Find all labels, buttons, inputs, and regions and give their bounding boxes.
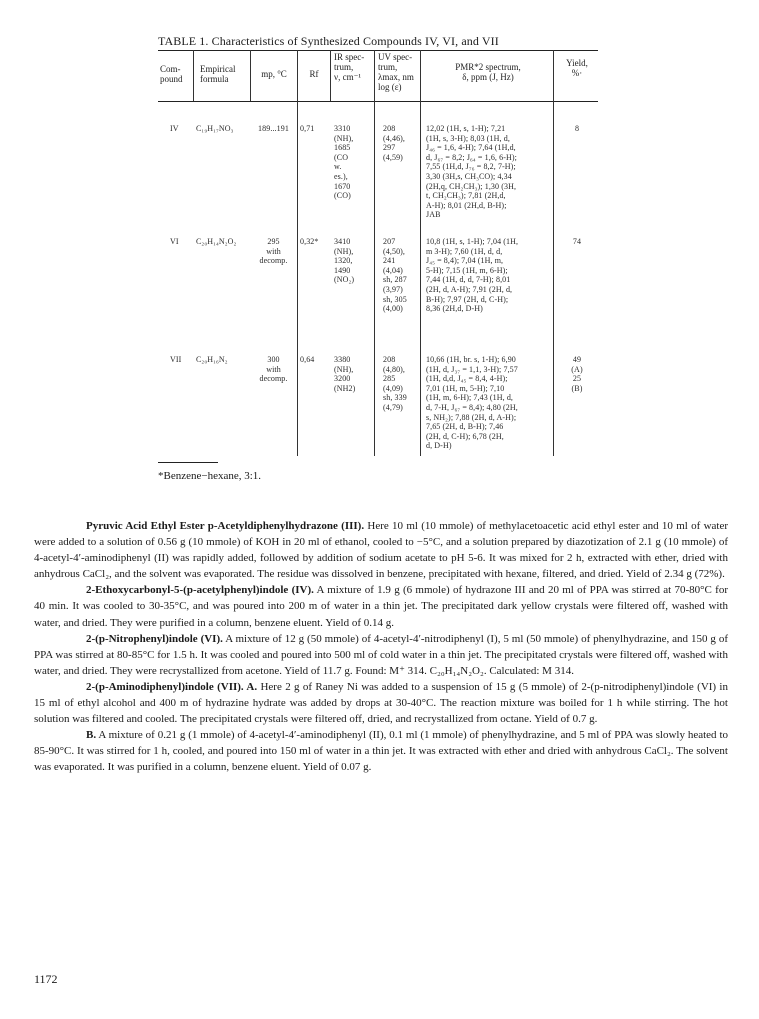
- page-number: 1172: [34, 972, 58, 986]
- table-title: TABLE 1. Characteristics of Synthesized Compounds IV, VI, and VII: [158, 34, 499, 48]
- paragraph: [34, 582, 728, 630]
- cell-ir: 3410 (NH), 1320, 1490 (NO₂): [334, 237, 355, 285]
- cell-compound: IV: [170, 124, 179, 133]
- column-divider: [553, 101, 554, 456]
- header-uv: UV spec- trum, λmax, nm log (ε): [378, 52, 414, 92]
- header-divider: [420, 50, 421, 102]
- cell-uv: 208 (4,46), 297 (4,59): [383, 124, 406, 162]
- paragraph-heading: Pyruvic Acid Ethyl Ester p-Acetyldiphenylhydrazone (III).: [86, 520, 365, 532]
- footnote-rule: [158, 462, 218, 463]
- cell-mp: 300 with decomp.: [259, 355, 288, 384]
- cell-pmr: 10,66 (1H, br. s, 1-H); 6,90 (1H, d, J₃₇ = 1,1, 3-H); 7,57 (1H, d,d, J₄₅ = 8,4, 4-H); 7,01 (1H, m, 5-H); 7,10 (1H, m, 6-H); 7,43 (1H, d, d, 7-H, J₆₇ = 8,4); 4,80 (2H, s, NH₂); 7,88 (2H, d, A-H); 7,65 (2H, d, B-H); 7,46 (2H, d, C-H); 6,78 (2H, d, D-H): [426, 355, 518, 451]
- column-divider: [374, 101, 375, 456]
- experimental-section: [34, 518, 728, 776]
- paragraph-text: A mixture of 1.9 g (6 mmole) of hydrazone III and 20 ml of PPA was stirred at 70-80°C for 40 min. It was cooled to 30-35°C, and was poured into 200 m of water in a thin jet. The precipitated dark yellow crystals were filtered off, washed with water, and dried. They were purified in a column, benzene eluent. Yield of 0.14 g.: [34, 584, 728, 629]
- cell-uv: 207 (4,50), 241 (4,04) sh, 287 (3,97) sh, 305 (4,00): [383, 237, 407, 314]
- header-divider: [553, 50, 554, 102]
- cell-yield: 74: [572, 237, 582, 246]
- header-compound: Com- pound: [160, 64, 183, 84]
- paragraph: [34, 631, 728, 679]
- header-mp: mp, °C: [261, 69, 287, 79]
- cell-uv: 208 (4,80), 285 (4,09) sh, 339 (4,79): [383, 355, 407, 412]
- cell-rf: 0,71: [300, 124, 315, 133]
- paragraph: [34, 727, 728, 775]
- column-divider: [297, 101, 298, 456]
- cell-pmr: 10,8 (1H, s, 1-H); 7,04 (1H, m 3-H); 7,60 (1H, d, d, J₄₅ = 8,4); 7,04 (1H, m, 5-H); 7,15 (1H, m, 6-H); 7,44 (1H, d, d, 7-H); 8,01 (2H, d, A-H); 7,91 (2H, d, B-H); 7,97 (2H, d, C-H); 8,36 (2H,d, D-H): [426, 237, 519, 314]
- paragraph-heading: 2-Ethoxycarbonyl-5-(p-acetylphenyl)indole (IV).: [86, 584, 314, 597]
- cell-compound: VII: [170, 355, 182, 364]
- cell-yield: 49 (A) 25 (B): [571, 355, 583, 393]
- cell-yield: 8: [574, 124, 580, 133]
- paragraph-text: Here 10 ml (10 mmole) of methylacetoacetic acid ethyl ester and 10 ml of water were added to a solution of 0.56 g (10 mmole) of KOH in 20 ml of ethanol, cooled to −5°C, and a solution prepared by diazotization of 2.1 g (10 mmole) of 4-acetyl-4′-aminodiphenyl (II) was rapidly added, followed by addition of sodium acetate to pH 5-6. It was mixed for 2 h, extracted with ether, dried with anhydrous CaCl₂, and the solvent was evaporated. The residue was dissolved in benzene, precipitated with hexane, filtered, and dried. Yield of 2.34 g (72%).: [34, 520, 728, 581]
- paragraph-text: Here 2 g of Raney Ni was added to a suspension of 15 g (5 mmole) of 2-(p-nitrodiphenyl)indole (VI) in 15 ml of ethyl alcohol and 400 m of hydrazine hydrate was added by drops at 30-40°C. The reaction mixture was boiled for 1 h while stirring. The hot solution was filtered and cooled. The precipitated crystals were filtered off, dried, and recrystallized from octane. Yield of 0.7 g.: [34, 680, 728, 726]
- table-top-rule: [158, 50, 598, 51]
- cell-formula: C₁₉H₁₇NO₃: [196, 124, 234, 133]
- paragraph: [34, 518, 728, 582]
- paragraph-text: A mixture of 12 g (50 mmole) of 4-acetyl-4′-nitrodiphenyl (I), 5 ml (50 mmole) of phenylhydrazine, and 150 g of PPA was stirred at 80-85°C for 1.5 h. It was cooled and poured into 500 ml of cold water in a thin jet. The precipitated crystals were filtered off, washed with water, and dried. They were recrystallized from acetone. Yield of 11.7 g. Found: M⁺ 314. C₂₀H₁₄N₂O₂. Calculated: M 314.: [34, 632, 728, 677]
- table-footnote: *Benzene−hexane, 3:1.: [158, 470, 262, 482]
- cell-formula: C₂₀H₁₄N₂O₂: [196, 237, 237, 246]
- header-pmr: PMR*2 spectrum, δ, ppm (J, Hz): [455, 62, 521, 82]
- cell-rf: 0,32*: [300, 237, 319, 246]
- table-header-rule: [158, 101, 598, 102]
- header-divider: [374, 50, 375, 102]
- paragraph-text: A mixture of 0.21 g (1 mmole) of 4-acetyl-4′-aminodiphenyl (II), 0.1 ml (1 mmole) of phenylhydrazine, and 5 ml of PPA was slowly heated to 85-90°C. It was stirred for 1 h, cooled, and poured into 150 ml of water in a thin jet. It was extracted with ether and dried with anhydrous CaCl₂. The solvent was evaporated. It was purified in a column, benzene eluent. Yield of 0.07 g.: [34, 729, 728, 774]
- cell-compound: VI: [170, 237, 179, 246]
- cell-ir: 3380 (NH), 3200 (NH2): [334, 355, 356, 393]
- paragraph-heading: B.: [86, 729, 97, 742]
- header-divider: [330, 50, 331, 102]
- paragraph-heading: 2-(p-Nitrophenyl)indole (VI).: [86, 632, 223, 645]
- cell-formula: C₂₀H₁₆N₂: [196, 355, 228, 364]
- cell-rf: 0,64: [300, 355, 315, 364]
- header-formula: Empirical formula: [200, 64, 236, 84]
- cell-ir: 3310 (NH), 1685 (CO w. es.), 1670 (CO): [334, 124, 354, 201]
- paragraph-heading: 2-(p-Aminodiphenyl)indole (VII). A.: [86, 680, 258, 693]
- header-rf: Rf: [309, 69, 319, 79]
- column-divider: [420, 101, 421, 456]
- header-yield: Yield, %·: [566, 58, 588, 78]
- paragraph: [34, 679, 728, 727]
- cell-pmr: 12,02 (1H, s, 1-H); 7,21 (1H, s, 3-H); 8,03 (1H, d, J₄₆ = 1,6, 4-H); 7,64 (1H,d, d, J₆₇ = 8,2; J₆₄ = 1,6, 6-H); 7,55 (1H,d, J₇₆ = 8,2, 7-H); 3,30 (3H,s, CH₃CO); 4,34 (2H,q, CH₂CH₃); 1,30 (3H, t, CH₂CH₃); 7,81 (2H,d, A-H); 8,01 (2H,d, B-H); JAB: [426, 124, 517, 220]
- header-ir: IR spec- trum, ν, cm⁻¹: [334, 52, 365, 82]
- cell-mp: 295 with decomp.: [259, 237, 288, 266]
- cell-mp: 189...191: [258, 124, 289, 133]
